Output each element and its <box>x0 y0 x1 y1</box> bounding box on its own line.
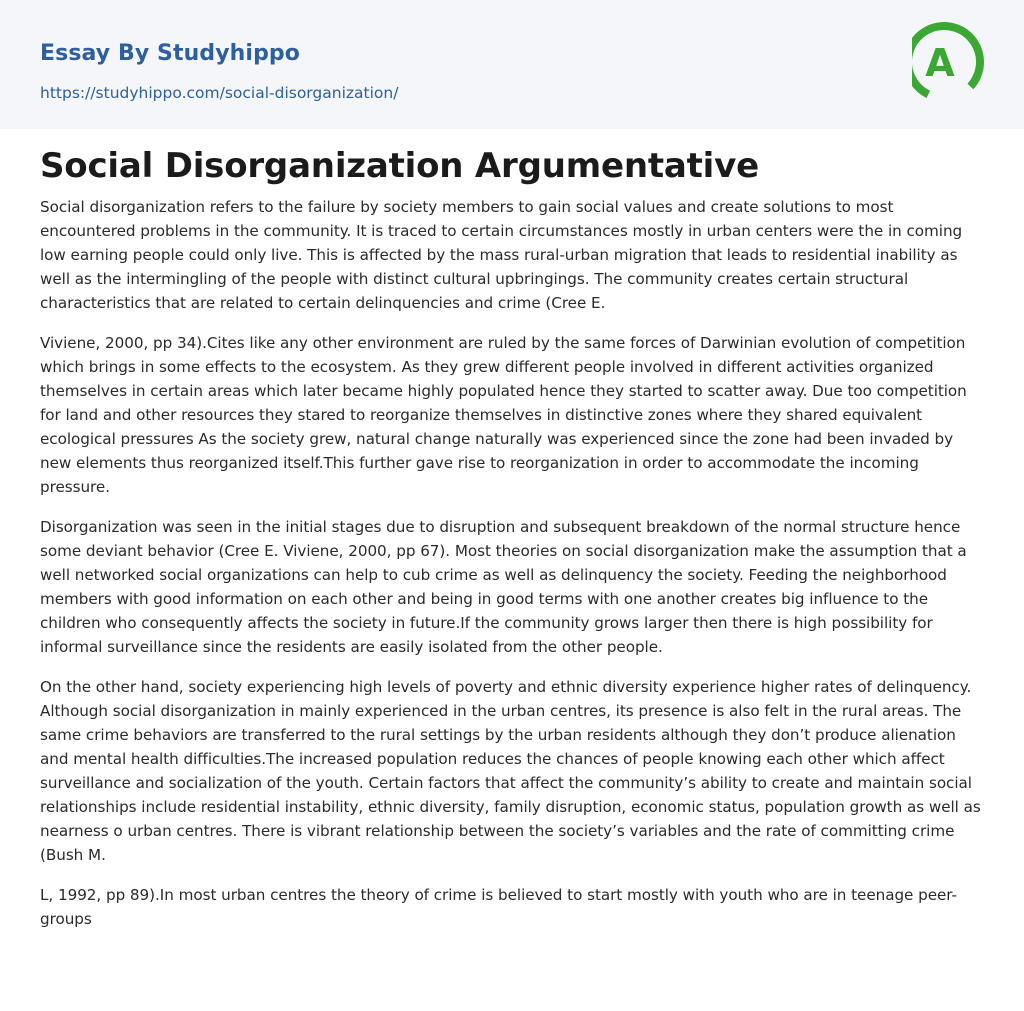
site-title[interactable]: Essay By Studyhippo <box>40 41 300 66</box>
essay-paragraph: L, 1992, pp 89).In most urban centres the theory of crime is believed to start mostly with youth who are in teenage peer-groups <box>40 886 957 928</box>
essay-body <box>40 195 986 947</box>
essay-paragraph: Disorganization was seen in the initial stages due to disruption and subsequent breakdown of the normal structure hence some deviant behavior (Cree E. Viviene, 2000, pp 67). Most theories on social disorganization make the assumption that a well networked social organizations can help to cub crime as well as delinquency the society. Feeding the neighborhood members with good information on each other and being in good terms with one another creates big influence to the children who consequently affects the society in future.If the community grows larger then there is high possibility for informal surveillance since the residents are easily isolated from the other people. <box>40 518 967 656</box>
essay-title: Social Disorganization Argumentative <box>40 146 759 186</box>
source-url-link[interactable]: https://studyhippo.com/social-disorganization/ <box>40 84 399 102</box>
logo-letter: A <box>925 41 955 85</box>
essay-paragraph: Viviene, 2000, pp 34).Cites like any other environment are ruled by the same forces of Darwinian evolution of competition which brings in some effects to the ecosystem. As they grew different people involved in different activities organized themselves in certain areas which later became highly populated hence they started to scatter away. Due too competition for land and other resources they stared to reorganize themselves in distinctive zones where they shared equivalent ecological pressures As the society grew, natural change naturally was experienced since the zone had been invaded by new elements thus reorganized itself.This further gave rise to reorganization in order to accommodate the incoming pressure. <box>40 334 967 496</box>
essay-paragraph: On the other hand, society experiencing high levels of poverty and ethnic diversity experience higher rates of delinquency. Although social disorganization in mainly experienced in the urban centres, its presence is also felt in the rural areas. The same crime behaviors are transferred to the rural settings by the urban residents although they don’t produce alienation and mental health difficulties.The increased population reduces the chances of people knowing each other which affect surveillance and socialization of the youth. Certain factors that affect the community’s ability to create and maintain social relationships include residential instability, ethnic diversity, family disruption, economic status, population growth as well as nearness o urban centres. There is vibrant relationship between the society’s variables and the rate of committing crime (Bush M. <box>40 678 981 864</box>
essay-paragraph: Social disorganization refers to the failure by society members to gain social values and create solutions to most encountered problems in the community. It is traced to certain circumstances mostly in urban centers were the in coming low earning people could only live. This is affected by the mass rural-urban migration that leads to residential inability as well as the intermingling of the people with distinct cultural upbringings. The community creates certain structural characteristics that are related to certain delinquencies and crime (Cree E. <box>40 198 963 312</box>
logo-circle-icon <box>912 20 986 106</box>
studyhippo-logo[interactable] <box>912 20 986 106</box>
